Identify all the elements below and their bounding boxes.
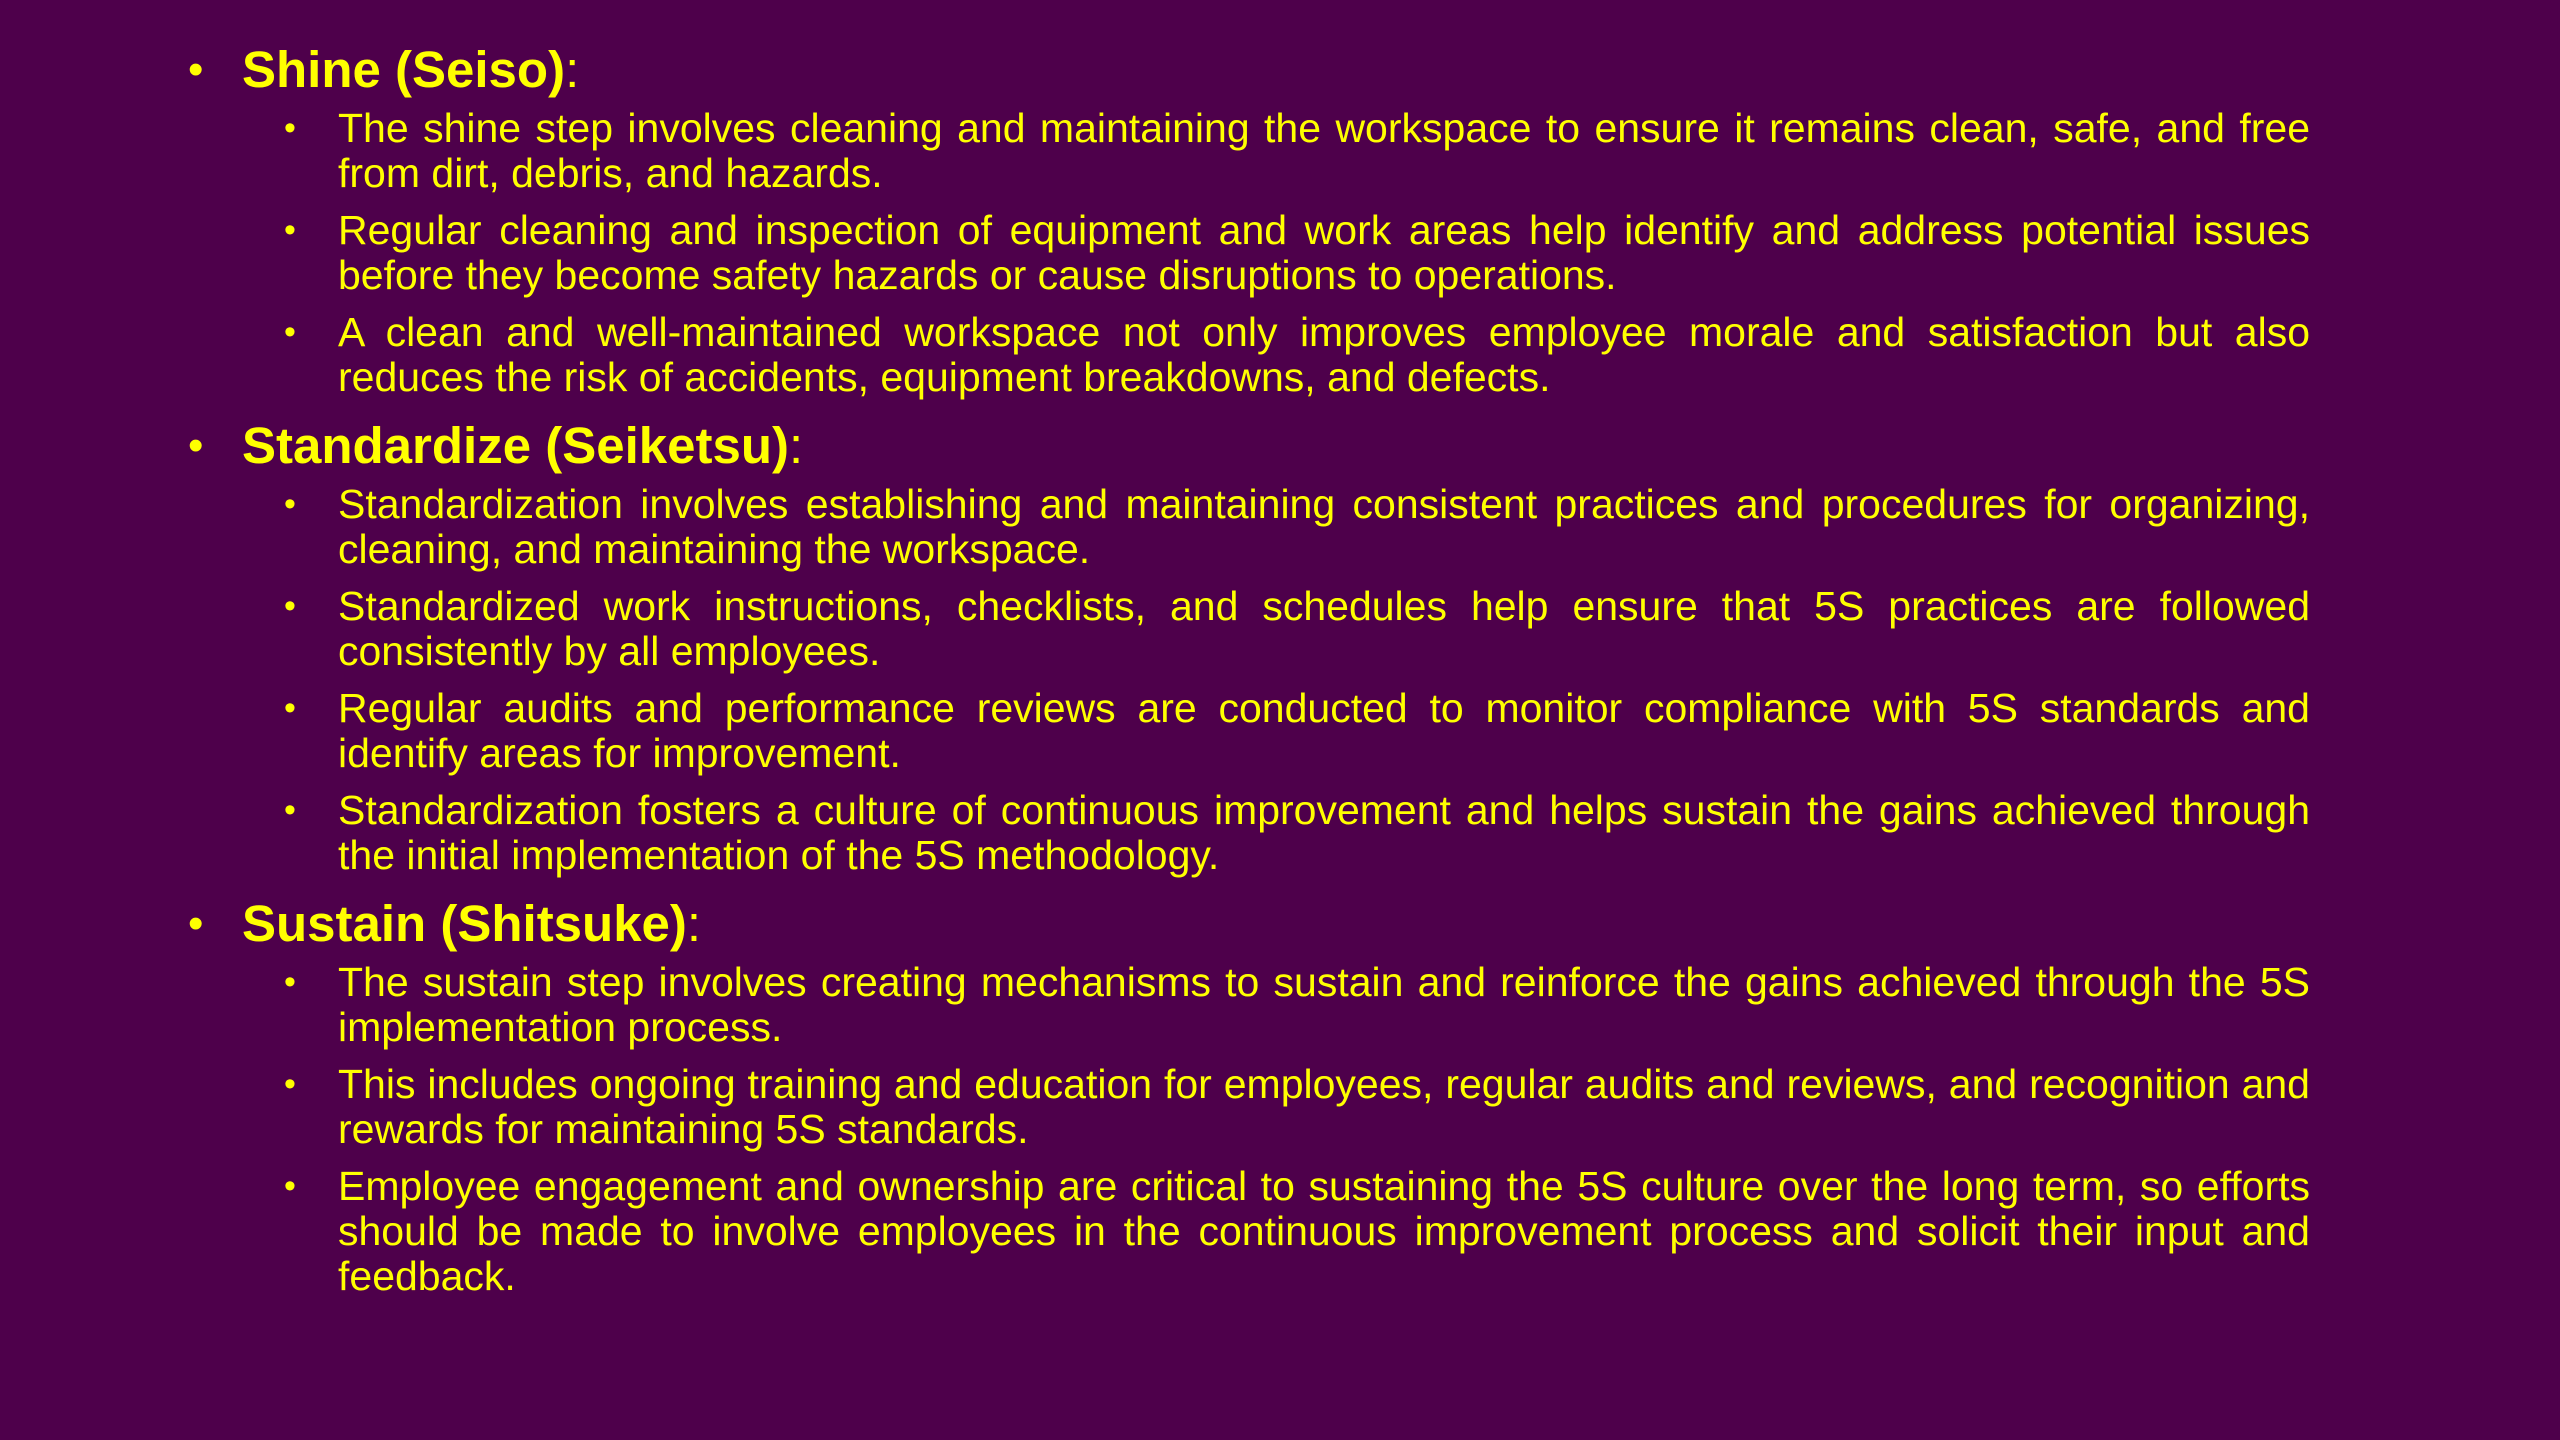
- section-title: Shine (Seiso): [242, 41, 566, 98]
- bullet-icon: •: [284, 791, 296, 829]
- bullet-icon: •: [284, 587, 296, 625]
- bullet-icon: •: [284, 963, 296, 1001]
- section-heading: [188, 414, 2364, 478]
- list-item: [284, 482, 2310, 572]
- bullet-list: [188, 960, 2364, 1299]
- list-item-text: This includes ongoing training and education for employees, regular audits and reviews, and recognition and rewards for maintaining 5S standards.: [338, 1061, 2310, 1152]
- list-item: [284, 960, 2310, 1050]
- section-shine: [188, 38, 2364, 400]
- list-item: [284, 1164, 2310, 1299]
- bullet-icon: •: [284, 485, 296, 523]
- bullet-icon: •: [188, 45, 204, 94]
- bullet-icon: •: [284, 313, 296, 351]
- section-colon: :: [686, 895, 702, 952]
- bullet-icon: •: [284, 109, 296, 147]
- list-item-text: The sustain step involves creating mechanisms to sustain and reinforce the gains achieved through the 5S implementation process.: [338, 959, 2310, 1050]
- list-item-text: Standardization involves establishing and maintaining consistent practices and procedures for organizing, cleaning, and maintaining the workspace.: [338, 481, 2310, 572]
- list-item: [284, 208, 2310, 298]
- bullet-icon: •: [188, 421, 204, 470]
- list-item-text: Standardization fosters a culture of continuous improvement and helps sustain the gains achieved through the initial implementation of the 5S methodology.: [338, 787, 2310, 878]
- bullet-list: [188, 106, 2364, 400]
- section-standardize: [188, 414, 2364, 878]
- list-item-text: Standardized work instructions, checklists, and schedules help ensure that 5S practices are followed consistently by all employees.: [338, 583, 2310, 674]
- list-item: [284, 310, 2310, 400]
- list-item: [284, 788, 2310, 878]
- list-item: [284, 106, 2310, 196]
- section-title: Sustain (Shitsuke): [242, 895, 687, 952]
- section-title: Standardize (Seiketsu): [242, 417, 789, 474]
- bullet-icon: •: [284, 1065, 296, 1103]
- list-item: [284, 686, 2310, 776]
- bullet-icon: •: [188, 899, 204, 948]
- section-sustain: [188, 892, 2364, 1299]
- list-item-text: A clean and well-maintained workspace not only improves employee morale and satisfaction but also reduces the risk of accidents, equipment breakdowns, and defects.: [338, 309, 2310, 400]
- bullet-icon: •: [284, 1167, 296, 1205]
- section-heading: [188, 38, 2364, 102]
- section-colon: :: [565, 41, 580, 98]
- bullet-icon: •: [284, 211, 296, 249]
- list-item-text: The shine step involves cleaning and maintaining the workspace to ensure it remains clean, safe, and free from dirt, debris, and hazards.: [338, 105, 2310, 196]
- list-item-text: Regular cleaning and inspection of equipment and work areas help identify and address potential issues before they become safety hazards or cause disruptions to operations.: [338, 207, 2310, 298]
- list-item: [284, 1062, 2310, 1152]
- slide-content: [188, 38, 2364, 1299]
- bullet-list: [188, 482, 2364, 878]
- bullet-icon: •: [284, 689, 296, 727]
- section-heading: [188, 892, 2364, 956]
- section-colon: :: [788, 417, 804, 474]
- list-item-text: Regular audits and performance reviews are conducted to monitor compliance with 5S standards and identify areas for improvement.: [338, 685, 2310, 776]
- list-item-text: Employee engagement and ownership are critical to sustaining the 5S culture over the long term, so efforts should be made to involve employees in the continuous improvement process and solicit their input and feedback.: [338, 1163, 2310, 1299]
- list-item: [284, 584, 2310, 674]
